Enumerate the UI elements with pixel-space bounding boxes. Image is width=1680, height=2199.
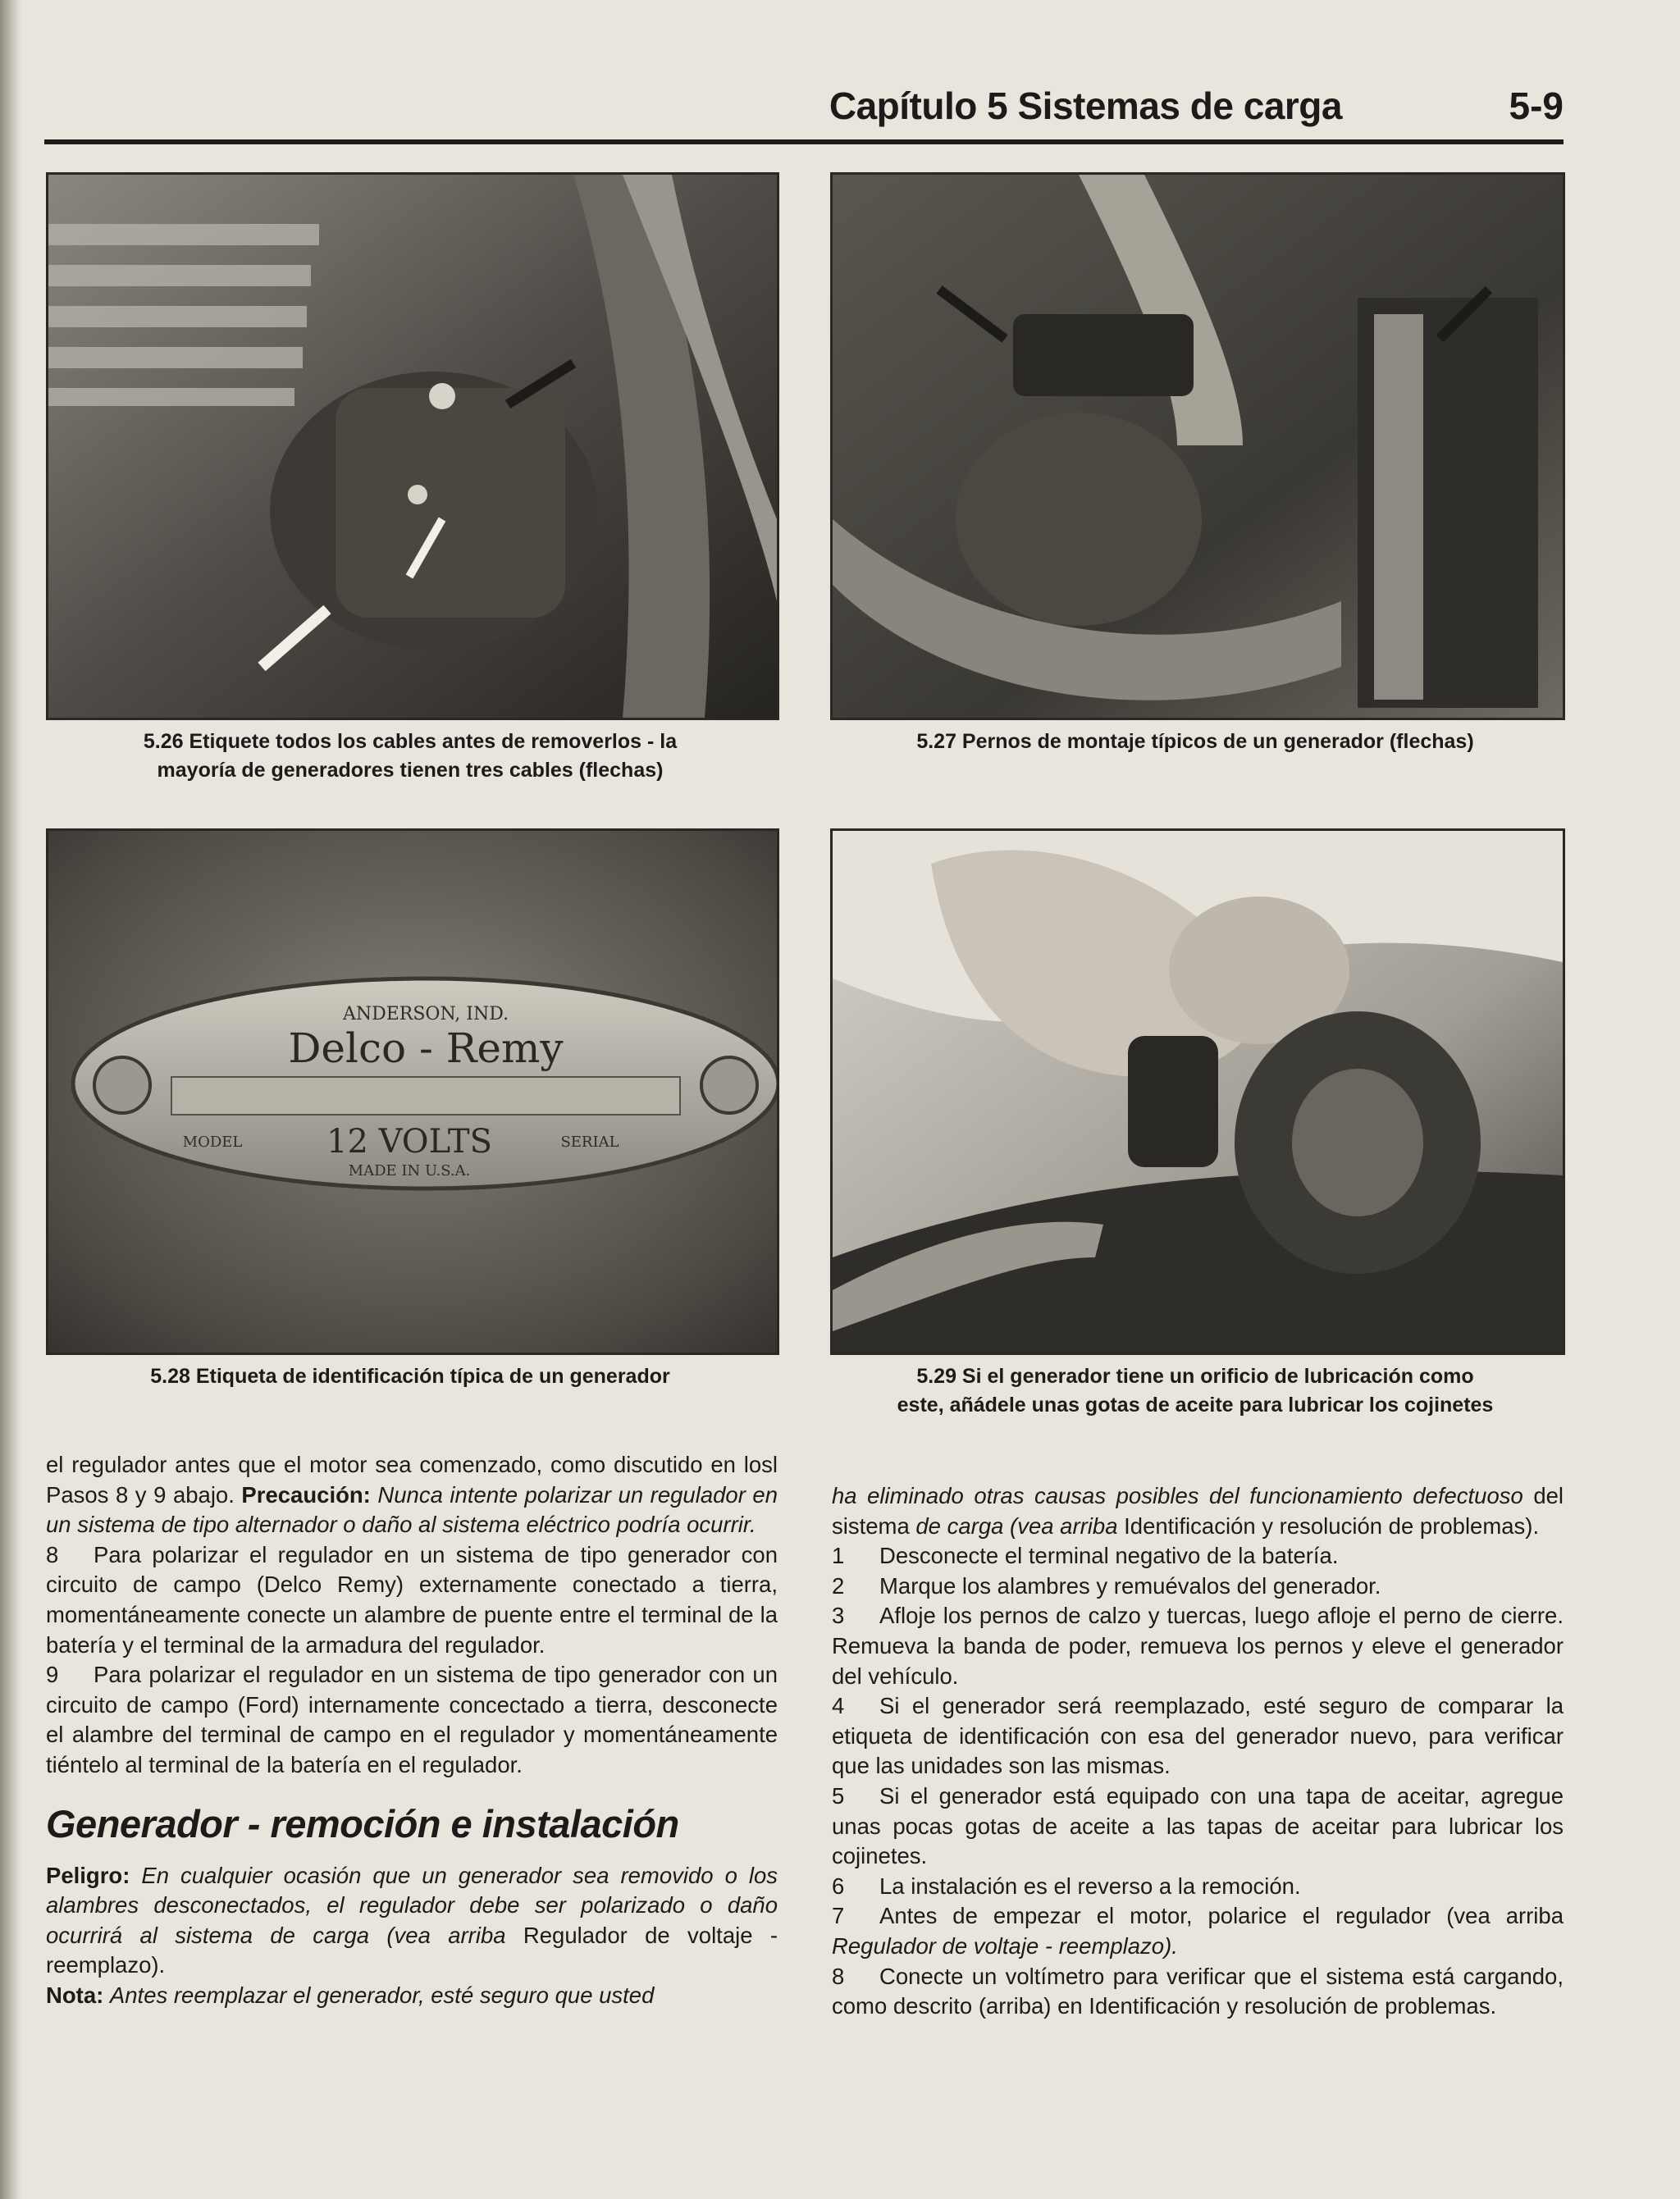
- step-8-left: [46, 1540, 778, 1660]
- caution-text: Nunca intente polarizar un regulador en un sistema de tipo alternador o daño al sistema eléctrico podría ocurrir.: [46, 1481, 778, 1538]
- step-number: 7: [832, 1903, 845, 1929]
- step-7-reference: Regulador de voltaje - reemplazo).: [832, 1932, 1178, 1959]
- nameplate-maker: ANDERSON, IND.: [342, 1004, 509, 1024]
- step-text: Conecte un voltímetro para verificar que el sistema está cargando, como descrito (arriba) en Identificación y resolución de problemas.: [832, 1963, 1564, 2019]
- step-text: Marque los alambres y remuévalos del generador.: [879, 1572, 1381, 1599]
- step-9-left: [46, 1660, 778, 1780]
- page-header: [44, 82, 1564, 144]
- caption-5-27: [830, 728, 1560, 756]
- continuation-end: Identificación y resolución de problemas).: [1124, 1512, 1540, 1539]
- step-4: [832, 1691, 1564, 1782]
- photo-5-28: [46, 828, 779, 1355]
- step-number: 4: [832, 1693, 845, 1719]
- left-column: [46, 1450, 778, 2011]
- step-text: Desconecte el terminal negativo de la batería.: [879, 1543, 1339, 1569]
- photo-5-29: [830, 828, 1565, 1355]
- danger-text: En cualquier ocasión que un generador sea removido o los alambres desconectados, el regulador debe ser polarizado o daño ocurrirá al sistema de carga (vea arriba: [46, 1862, 778, 1948]
- page-number: 5-9: [1509, 84, 1564, 127]
- paragraph-intro: [46, 1450, 778, 1540]
- caption-line: 5.28 Etiqueta de identificación típica de un generador: [150, 1365, 670, 1388]
- section-title: Generador - remoción e instalación: [46, 1801, 679, 1845]
- nameplate-model-label: MODEL: [182, 1134, 243, 1151]
- intro-text: el regulador antes que el motor sea comenzado, como discutido en losl Pasos 8 y 9 abajo.: [46, 1452, 778, 1508]
- step-text: Para polarizar el regulador en un sistema de tipo generador con circuito de campo (Delco Remy) externamente conectado a tierra, momentáneamente conecte un alambre de puente entre el terminal de la batería y el terminal de la armadura del regulador.: [46, 1541, 778, 1658]
- nameplate-origin: MADE IN U.S.A.: [348, 1162, 471, 1179]
- caption-line: mayoría de generadores tienen tres cables (flechas): [157, 759, 664, 782]
- nameplate-voltage: 12 VOLTS: [326, 1123, 492, 1161]
- step-text: Si el generador será reemplazado, esté seguro de comparar la etiqueta de identificación con esa del generador nuevo, para verificar que las unidades son las mismas.: [832, 1693, 1564, 1779]
- continuation-paragraph: [832, 1481, 1564, 1541]
- caption-5-29: [830, 1362, 1560, 1420]
- photo-5-26: [46, 172, 779, 720]
- step-6: [832, 1872, 1564, 1902]
- danger-reference: Regulador de voltaje - reemplazo).: [46, 1922, 778, 1978]
- step-number: 3: [832, 1603, 845, 1629]
- caption-5-28: [46, 1362, 774, 1391]
- step-3: [832, 1601, 1564, 1691]
- step-number: 6: [832, 1873, 845, 1899]
- caption-line: este, añádele unas gotas de aceite para lubricar los cojinetes: [897, 1394, 1494, 1417]
- danger-paragraph: [46, 1861, 778, 1981]
- continuation-italic: ha eliminado otras causas posibles del funcionamiento defectuoso: [832, 1483, 1523, 1508]
- step-text: La instalación es el reverso a la remoción.: [879, 1873, 1301, 1899]
- step-8: [832, 1962, 1564, 2022]
- step-number: 8: [832, 1963, 845, 1989]
- step-text: Si el generador está equipado con una tapa de aceitar, agregue unas pocas gotas de aceite a las tapas de aceitar para lubricar los cojinetes.: [832, 1782, 1564, 1869]
- nameplate-photo: [48, 831, 777, 1353]
- chapter-title: Capítulo 5 Sistemas de carga: [829, 84, 1342, 127]
- step-number: 1: [832, 1543, 845, 1569]
- step-5: [832, 1782, 1564, 1872]
- note-label: Nota:: [46, 1982, 104, 2008]
- step-text: Para polarizar el regulador en un sistema de tipo generador con un circuito de campo (Ford) internamente concectado a tierra, desconecte el alambre del terminal de campo en el regulador y momentáneamente tiéntelo al terminal de la batería en el regulador.: [46, 1662, 778, 1777]
- step-number: 2: [832, 1572, 845, 1599]
- generator-wires-photo: [48, 175, 777, 718]
- photo-5-27: [830, 172, 1565, 720]
- caption-line: 5.26 Etiquete todos los cables antes de removerlos - la: [143, 730, 678, 753]
- step-text: Afloje los pernos de calzo y tuercas, luego afloje el perno de cierre. Remueva la banda de poder, remueva los pernos y eleve el generador del vehículo.: [832, 1603, 1564, 1689]
- note-text: Antes reemplazar el generador, esté seguro que usted: [109, 1982, 655, 2008]
- nameplate-serial-label: SERIAL: [560, 1134, 619, 1151]
- nameplate-brand: Delco - Remy: [288, 1024, 564, 1072]
- note-paragraph: [46, 1981, 778, 2011]
- step-number: 8: [46, 1541, 59, 1567]
- continuation-mid: del sistema: [832, 1483, 1564, 1539]
- step-number: 9: [46, 1662, 59, 1688]
- lubrication-hole-photo: [833, 831, 1563, 1353]
- page-edge: [0, 0, 21, 2199]
- step-1: [832, 1541, 1564, 1572]
- right-column: [832, 1481, 1564, 2022]
- step-number: 5: [832, 1782, 845, 1809]
- danger-label: Peligro:: [46, 1862, 130, 1888]
- caution-label: Precaución:: [241, 1481, 371, 1508]
- step-2: [832, 1572, 1564, 1602]
- step-7: [832, 1901, 1564, 1961]
- step-text: Antes de empezar el motor, polarice el regulador (vea arriba: [879, 1903, 1564, 1929]
- caption-line: 5.29 Si el generador tiene un orificio de lubricación como: [916, 1365, 1474, 1388]
- caption-5-26: [46, 728, 774, 785]
- generator-mount-bolts-photo: [833, 175, 1563, 718]
- caption-line: 5.27 Pernos de montaje típicos de un generador (flechas): [916, 730, 1474, 753]
- continuation-italic-2: de carga (vea arriba: [915, 1512, 1118, 1539]
